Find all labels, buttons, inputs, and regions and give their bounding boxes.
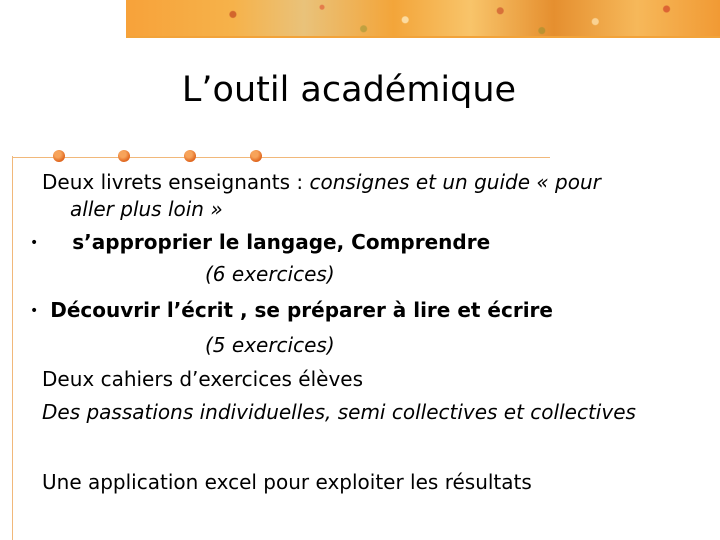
bullet-2-text: Découvrir l’écrit , se préparer à lire et écrire [50,298,553,322]
title-rule [12,157,550,158]
decor-dot [184,150,196,162]
passations-line: Des passations individuelles, semi collectives et collectives [42,400,636,424]
decor-dot [118,150,130,162]
bullet-1-count: (6 exercices) [205,262,335,286]
livrets-detail: consignes et un guide « pour [309,170,601,194]
slide-title: L’outil académique [181,70,517,110]
livrets-detail-cont: aller plus loin » [70,197,223,221]
bullet-2-count: (5 exercices) [205,333,335,357]
decor-dot [250,150,262,162]
bullet-icon: • [30,235,39,251]
cahiers-line: Deux cahiers d’exercices élèves [42,367,364,391]
bullet-item-1 [30,230,490,254]
decorative-banner [126,0,720,36]
bullet-icon: • [30,303,39,319]
banner-underline [126,36,720,38]
banner-texture [126,0,720,36]
bullet-item-2 [30,298,553,322]
left-rule [12,156,13,540]
bullet-1-text: s’approprier le langage, Comprendre [72,230,491,254]
decor-dot [53,150,65,162]
livrets-label: Deux livrets enseignants : [42,170,310,194]
livrets-line [42,170,601,194]
application-line: Une application excel pour exploiter les résultats [42,470,532,494]
